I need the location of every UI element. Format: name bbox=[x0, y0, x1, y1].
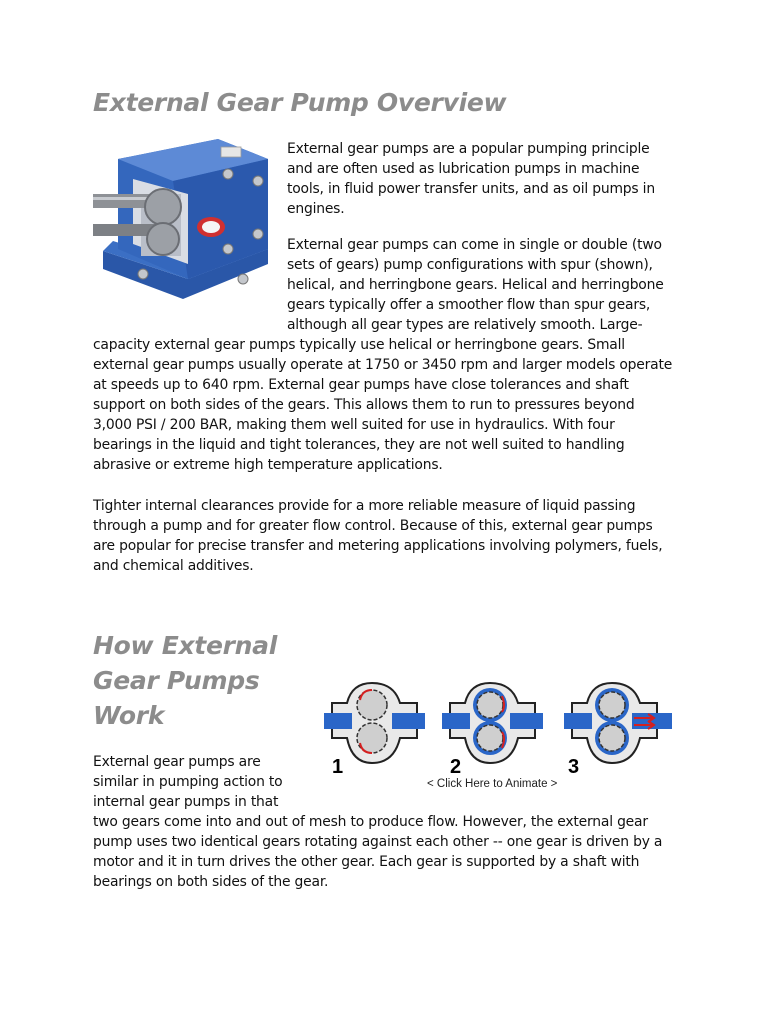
step-3-pump bbox=[564, 683, 672, 763]
overview-paragraph-1: External gear pumps are a popular pumping principle and are often used as lubrication pumps in machine tools, in fluid power transfer units, and as oil pumps in engines. bbox=[287, 141, 655, 217]
figure-spacer bbox=[305, 752, 675, 812]
step-1-pump bbox=[324, 683, 425, 763]
step-2-pump bbox=[442, 683, 543, 763]
animate-link[interactable]: < Click Here to Animate > bbox=[427, 778, 558, 790]
how-it-works-heading: How External Gear Pumps Work bbox=[93, 631, 277, 730]
overview-paragraph-2: External gear pumps can come in single or double (two sets of gears) pump configurations with spur (shown), helical, and herringbone gears. Helical and herringbone gears typically offer a smoother flow than spur gears, although all gear types are relatively smooth. Large-capacity external gear pumps typically use helical or herringbone gears. Small external gear pumps usually operate at 1750 or 3450 rpm and larger models operate at speeds up to 640 rpm. External gear pumps have close tolerances and shaft support on both sides of the gears. This allows them to run to pressures beyond 3,000 PSI / 200 BAR, making them well suited for use in hydraulics. With four bearings in the liquid and tight tolerances, they are not well suited to handling abrasive or extreme high temperature applications. bbox=[93, 237, 673, 473]
external-gear-pump-illustration bbox=[93, 139, 273, 309]
step-2-number: 2 bbox=[450, 756, 462, 778]
pump-image bbox=[93, 139, 287, 317]
step-1-number: 1 bbox=[332, 756, 344, 778]
how-it-works-text: External gear pumps are similar in pumping action to internal gear pumps in that two gears come into and out of mesh to produce flow. However, the external gear pump uses two identical gears rotating against each other -- one gear is driven by a motor and it in turn drives the other gear. Each gear is supported by a shaft with bearings on both sides of the gear. bbox=[93, 754, 663, 890]
step-3-number: 3 bbox=[568, 756, 580, 778]
overview-section bbox=[93, 139, 675, 491]
overview-heading: External Gear Pump Overview bbox=[93, 88, 507, 117]
how-it-works-paragraph bbox=[93, 752, 675, 892]
clearances-paragraph: Tighter internal clearances provide for a more reliable measure of liquid passing through a pump and for greater flow control. Because of this, external gear pumps are popular for precise transfer and metering applications involving polymers, fuels, and chemical additives. bbox=[93, 498, 663, 574]
